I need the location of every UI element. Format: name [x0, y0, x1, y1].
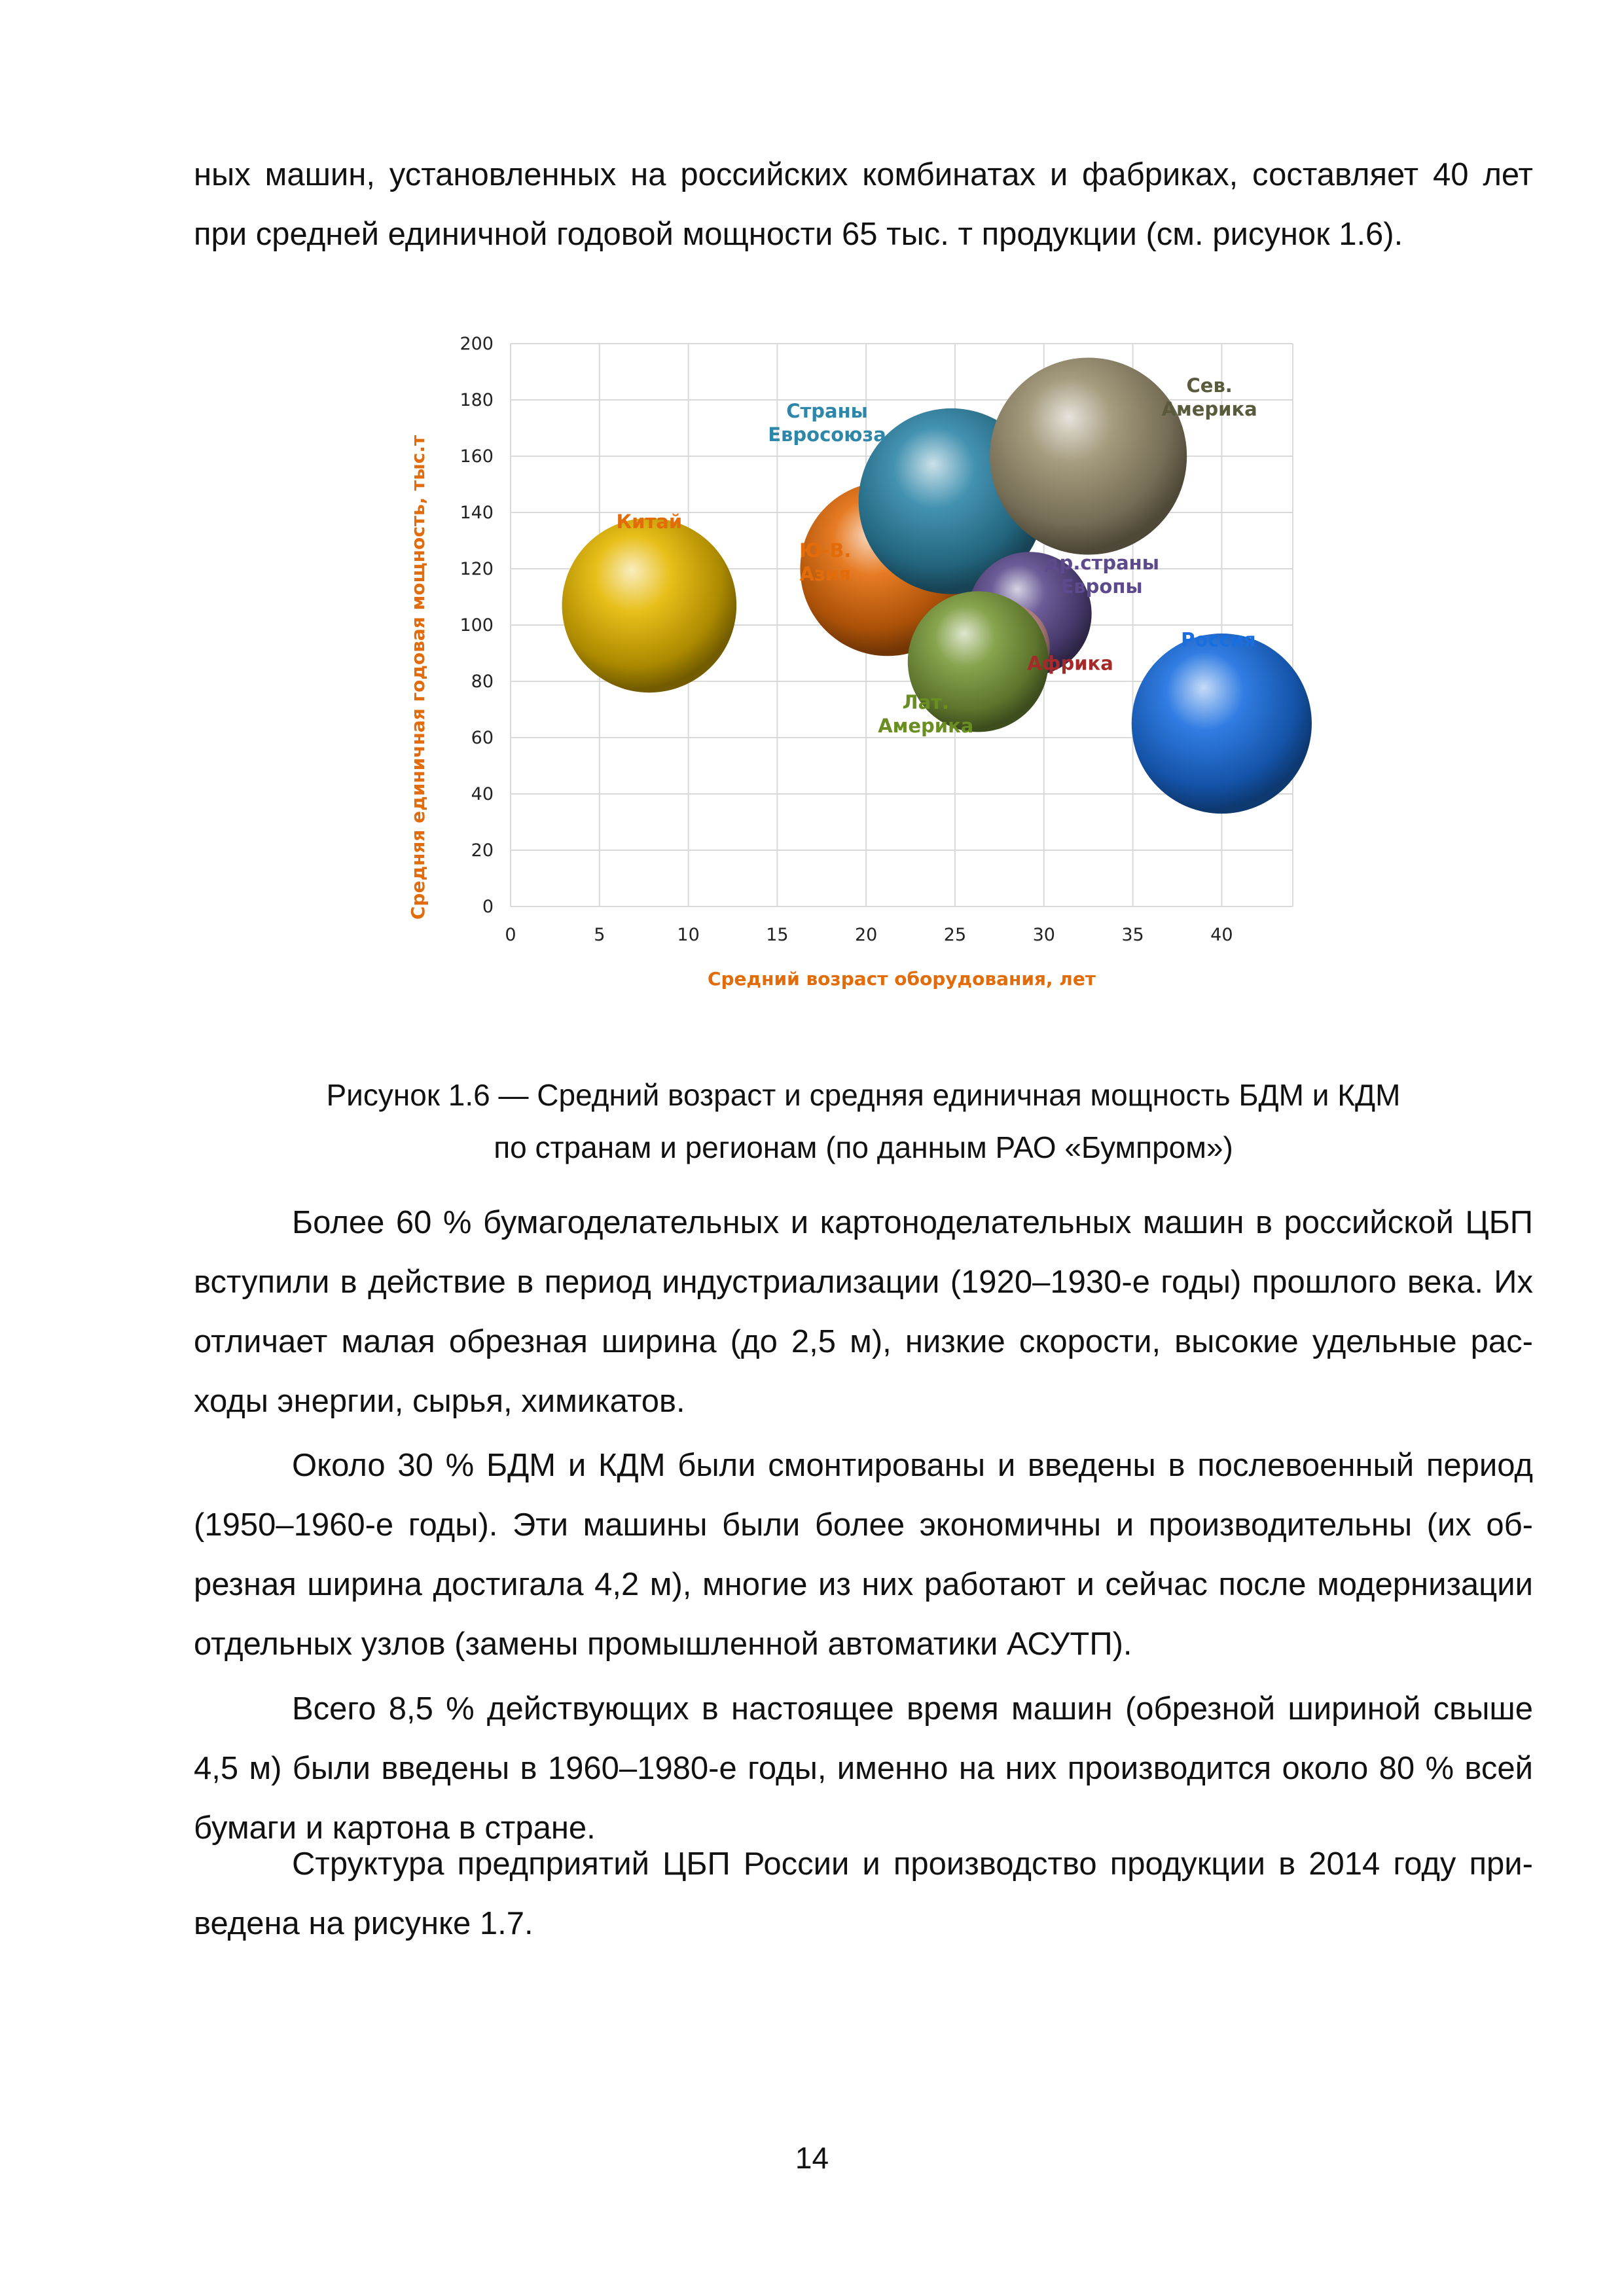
y-tick-label: 80 [471, 672, 494, 692]
bubble-label: Америка [1161, 398, 1257, 420]
y-tick-label: 140 [460, 503, 494, 523]
x-tick-label: 30 [1032, 925, 1055, 945]
x-tick-label: 35 [1121, 925, 1144, 945]
bubble-point [1132, 634, 1312, 814]
x-tick-label: 5 [594, 925, 605, 945]
paragraph-industrialization: Более 60 % бумагоделательных и картоноделательных машин в российской ЦБП вступили в действие в период индустриализации (1920–1930-е годы) прошлого века. Их отличает малая обрезная ширина (до 2,5 м), низкие скорости, высокие удельные расходы энергии, сырья, химикатов. [194, 1205, 1533, 1419]
bubble-label: Ю-В. [799, 539, 852, 562]
paragraph-modern-machines: Всего 8,5 % действующих в настоящее время машин (обрезной шириной свыше 4,5 м) были введены в 1960–1980-е годы, именно на них производится около 80 % всей бумаги и картона в стране. [194, 1691, 1533, 1846]
bubble-label: Китай [616, 510, 683, 533]
y-axis-ticks [460, 334, 494, 917]
x-tick-label: 25 [943, 925, 967, 945]
x-axis-title: Средний возраст оборудования, лет [707, 968, 1096, 990]
y-tick-label: 180 [460, 390, 494, 410]
figure-caption-line1: Рисунок 1.6 — Средний возраст и средняя единичная мощность БДМ и КДМ [326, 1078, 1401, 1112]
bubble-label: Сев. [1186, 374, 1233, 397]
bubble-label: Европы [1060, 575, 1143, 598]
paragraph-postwar: Около 30 % БДМ и КДМ были смонтированы и введены в послевоенный период (1950–1960-е годы). Эти машины были более экономичны и производительны (их обрезная ширина достигала 4,2 м), многие из них работают и сейчас после модернизации отдельных узлов (замены промышленной автоматики АСУТП). [194, 1448, 1533, 1662]
paragraph-intro: ных машин, установленных на российских комбинатах и фабриках, составляет 40 лет при средней единичной годовой мощности 65 тыс. т продукции (см. рисунок 1.6). [194, 157, 1533, 252]
bubble-point [562, 518, 737, 693]
y-tick-label: 120 [460, 559, 494, 579]
bubble-label: Африка [1027, 652, 1113, 675]
figure-caption-line2: по странам и регионам (по данным РАО «Бумпром») [494, 1130, 1233, 1164]
bubble-label: Америка [878, 714, 974, 737]
bubble-label: Россия [1181, 628, 1256, 651]
bubble-label: Лат. [902, 691, 950, 713]
bubble-label: Страны [786, 399, 868, 422]
x-tick-label: 15 [766, 925, 789, 945]
y-tick-label: 60 [471, 728, 494, 748]
page-number: 14 [795, 2141, 829, 2175]
bubble-point [990, 358, 1187, 555]
bubble-label: Евросоюза [768, 423, 886, 446]
x-tick-label: 10 [677, 925, 700, 945]
x-tick-label: 40 [1210, 925, 1233, 945]
chart-bubbles [562, 358, 1312, 814]
x-tick-label: 0 [505, 925, 516, 945]
x-axis-ticks [505, 925, 1233, 945]
y-tick-label: 100 [460, 615, 494, 636]
bubble-label: др.страны [1044, 551, 1159, 574]
y-tick-label: 0 [482, 897, 494, 917]
bubble-label: Азия [799, 563, 851, 585]
paragraph-structure-reference: Структура предприятий ЦБП России и производство продукции в 2014 году приведена на рисунке 1.7. [194, 1846, 1533, 1941]
y-tick-label: 20 [471, 840, 494, 861]
y-axis-title: Средняя единичная годовая мощность, тыс.т [407, 435, 429, 920]
x-tick-label: 20 [855, 925, 878, 945]
y-tick-label: 40 [471, 784, 494, 804]
y-tick-label: 200 [460, 334, 494, 354]
bubble-chart [0, 0, 1624, 1047]
y-tick-label: 160 [460, 446, 494, 467]
